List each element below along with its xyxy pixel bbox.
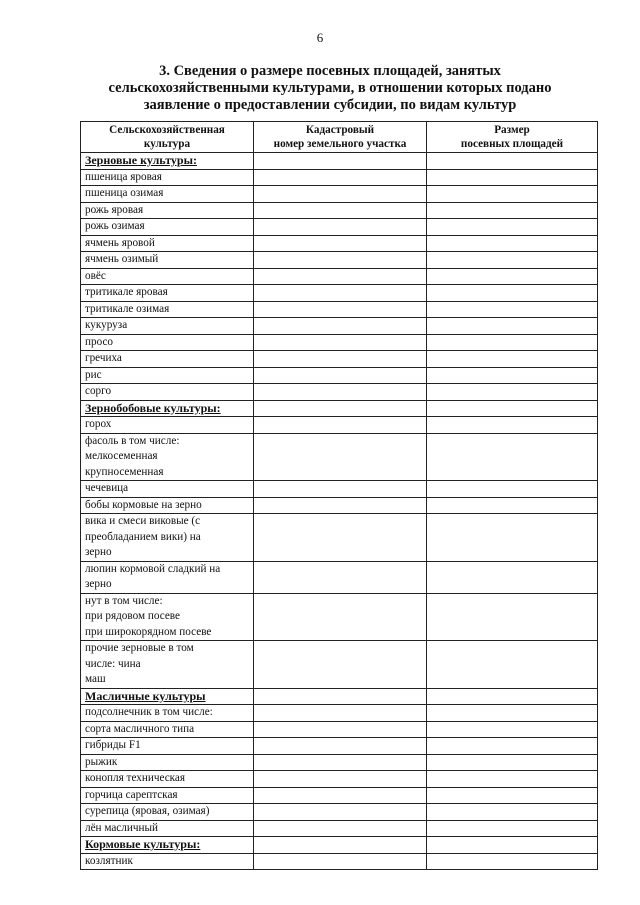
section-title-line: сельскохозяйственными культурами, в отношении которых подано	[108, 80, 552, 96]
crop-name-cell	[81, 705, 254, 722]
crop-name-line: крупносеменная	[85, 465, 164, 478]
crop-name-cell	[81, 641, 254, 689]
cadastral-number-cell	[254, 688, 427, 705]
group-row	[81, 688, 598, 705]
table-row	[81, 721, 598, 738]
table-row	[81, 738, 598, 755]
cadastral-number-cell	[254, 787, 427, 804]
cadastral-number-cell	[254, 252, 427, 269]
table-body	[81, 153, 598, 870]
cadastral-number-cell	[254, 202, 427, 219]
header-line: Размер	[494, 124, 530, 136]
table-row	[81, 433, 598, 481]
table-row	[81, 497, 598, 514]
header-cadastral-number	[254, 122, 427, 153]
crop-name-cell	[81, 754, 254, 771]
cadastral-number-cell	[254, 219, 427, 236]
cadastral-number-cell	[254, 433, 427, 481]
cadastral-number-cell	[254, 417, 427, 434]
table-row	[81, 384, 598, 401]
area-size-cell	[427, 738, 598, 755]
crop-name-line: горчица сарептская	[85, 788, 178, 801]
cadastral-number-cell	[254, 820, 427, 837]
header-line: культура	[143, 138, 191, 150]
cadastral-number-cell	[254, 235, 427, 252]
crop-name-cell	[81, 219, 254, 236]
crop-name-line: чечевица	[85, 482, 129, 494]
crop-name-line: зерно	[85, 578, 112, 590]
table-row	[81, 252, 598, 269]
crop-name-cell	[81, 268, 254, 285]
area-size-cell	[427, 285, 598, 302]
area-size-cell	[427, 202, 598, 219]
area-size-cell	[427, 433, 598, 481]
crop-name-line: горох	[85, 418, 112, 430]
area-size-cell	[427, 351, 598, 368]
crop-name-cell	[81, 561, 254, 593]
cadastral-number-cell	[254, 481, 427, 498]
cadastral-number-cell	[254, 593, 427, 641]
table-row	[81, 820, 598, 837]
area-size-cell	[427, 417, 598, 434]
header-line: номер земельного участка	[273, 138, 407, 150]
cadastral-number-cell	[254, 721, 427, 738]
header-crop	[81, 122, 254, 153]
crop-name-cell	[81, 334, 254, 351]
cadastral-number-cell	[254, 351, 427, 368]
crop-group-label	[81, 837, 254, 854]
table-row	[81, 169, 598, 186]
table-row	[81, 754, 598, 771]
table-row	[81, 334, 598, 351]
cadastral-number-cell	[254, 384, 427, 401]
header-line: посевных площадей	[460, 138, 564, 150]
crop-name-line: тритикале озимая	[85, 302, 170, 315]
page-number: 6	[316, 30, 324, 45]
crop-name-line: гречиха	[85, 352, 122, 364]
table-row	[81, 301, 598, 318]
cadastral-number-cell	[254, 754, 427, 771]
area-size-cell	[427, 820, 598, 837]
group-row	[81, 400, 598, 417]
crop-name-cell	[81, 169, 254, 186]
crop-name-cell	[81, 433, 254, 481]
crop-name-line: ячмень озимый	[85, 253, 159, 265]
crop-name-line: маш	[85, 673, 106, 685]
crop-areas-table	[80, 121, 598, 870]
table-row	[81, 853, 598, 870]
crop-name-line: рожь озимая	[85, 220, 145, 232]
crop-name-cell	[81, 514, 254, 562]
table-row	[81, 202, 598, 219]
crop-name-line: пшеница яровая	[85, 170, 162, 183]
table-row	[81, 641, 598, 689]
area-size-cell	[427, 153, 598, 170]
header-line: Кадастровый	[305, 124, 375, 136]
crop-name-cell	[81, 252, 254, 269]
cadastral-number-cell	[254, 705, 427, 722]
area-size-cell	[427, 705, 598, 722]
cadastral-number-cell	[254, 367, 427, 384]
table-row	[81, 351, 598, 368]
table-row	[81, 804, 598, 821]
crop-name-cell	[81, 318, 254, 335]
header-area-size	[427, 122, 598, 153]
area-size-cell	[427, 804, 598, 821]
area-size-cell	[427, 787, 598, 804]
cadastral-number-cell	[254, 804, 427, 821]
crop-name-cell	[81, 787, 254, 804]
crop-name-line: при рядовом посеве	[85, 610, 180, 622]
table-row	[81, 235, 598, 252]
group-row	[81, 837, 598, 854]
area-size-cell	[427, 318, 598, 335]
crop-name-line: сурепица (яровая, озимая)	[85, 805, 210, 817]
area-size-cell	[427, 771, 598, 788]
section-title-line: заявление о предоставлении субсидии, по видам культур	[143, 97, 517, 113]
crop-name-line: зерно	[85, 546, 112, 558]
cadastral-number-cell	[254, 318, 427, 335]
cadastral-number-cell	[254, 853, 427, 870]
crop-name-cell	[81, 285, 254, 302]
cadastral-number-cell	[254, 268, 427, 285]
crop-name-line: овёс	[85, 269, 106, 282]
cadastral-number-cell	[254, 641, 427, 689]
crop-name-line: кукуруза	[85, 319, 128, 331]
area-size-cell	[427, 384, 598, 401]
crop-name-cell	[81, 367, 254, 384]
crop-name-cell	[81, 738, 254, 755]
cadastral-number-cell	[254, 334, 427, 351]
crop-name-line: просо	[85, 335, 114, 348]
area-size-cell	[427, 754, 598, 771]
crop-name-cell	[81, 593, 254, 641]
area-size-cell	[427, 641, 598, 689]
area-size-cell	[427, 593, 598, 641]
area-size-cell	[427, 688, 598, 705]
crop-name-line: козлятник	[85, 854, 133, 867]
cadastral-number-cell	[254, 561, 427, 593]
crop-name-line: гибриды F1	[85, 739, 141, 751]
crop-name-line: подсолнечник в том числе:	[85, 706, 213, 718]
table-row	[81, 771, 598, 788]
crop-name-cell	[81, 417, 254, 434]
crop-name-cell	[81, 721, 254, 738]
area-size-cell	[427, 514, 598, 562]
header-line: Сельскохозяйственная	[109, 124, 225, 136]
crop-name-cell	[81, 497, 254, 514]
crop-group-text: Кормовые культуры:	[85, 837, 201, 851]
area-size-cell	[427, 301, 598, 318]
area-size-cell	[427, 367, 598, 384]
crop-name-line: при широкорядном посеве	[85, 625, 212, 638]
area-size-cell	[427, 561, 598, 593]
crop-group-text: Масличные культуры	[85, 688, 206, 703]
table-row	[81, 285, 598, 302]
table-row	[81, 367, 598, 384]
crop-name-cell	[81, 186, 254, 203]
area-size-cell	[427, 481, 598, 498]
cadastral-number-cell	[254, 285, 427, 302]
area-size-cell	[427, 853, 598, 870]
crop-name-cell	[81, 351, 254, 368]
crop-name-cell	[81, 771, 254, 788]
cadastral-number-cell	[254, 301, 427, 318]
table-row	[81, 705, 598, 722]
crop-name-line: бобы кормовые на зерно	[85, 498, 202, 511]
cadastral-number-cell	[254, 186, 427, 203]
group-row	[81, 153, 598, 170]
area-size-cell	[427, 235, 598, 252]
crop-name-line: нут в том числе:	[85, 594, 163, 607]
crop-name-line: фасоль в том числе:	[85, 434, 180, 447]
cadastral-number-cell	[254, 153, 427, 170]
crop-name-cell	[81, 301, 254, 318]
crop-name-cell	[81, 853, 254, 870]
area-size-cell	[427, 400, 598, 417]
crop-group-text: Зернобобовые культуры:	[85, 400, 221, 415]
table-row	[81, 417, 598, 434]
table-row	[81, 787, 598, 804]
crop-name-cell	[81, 202, 254, 219]
area-size-cell	[427, 497, 598, 514]
table-row	[81, 318, 598, 335]
table-row	[81, 593, 598, 641]
section-title-line: 3. Сведения о размере посевных площадей, занятых	[159, 63, 501, 79]
crop-name-cell	[81, 804, 254, 821]
table-row	[81, 219, 598, 236]
area-size-cell	[427, 721, 598, 738]
crop-name-line: прочие зерновые в том	[85, 642, 194, 654]
area-size-cell	[427, 268, 598, 285]
area-size-cell	[427, 219, 598, 236]
cadastral-number-cell	[254, 169, 427, 186]
cadastral-number-cell	[254, 400, 427, 417]
table-row	[81, 186, 598, 203]
cadastral-number-cell	[254, 738, 427, 755]
crop-name-line: конопля техническая	[85, 772, 186, 784]
crop-group-label	[81, 400, 254, 417]
crop-name-line: мелкосеменная	[85, 450, 158, 462]
crop-name-line: люпин кормовой сладкий на	[85, 562, 221, 575]
area-size-cell	[427, 169, 598, 186]
cadastral-number-cell	[254, 771, 427, 788]
crop-name-line: сорта масличного типа	[85, 722, 195, 735]
crop-name-line: преобладанием вики) на	[85, 530, 201, 543]
crop-name-line: пшеница озимая	[85, 187, 164, 199]
cadastral-number-cell	[254, 514, 427, 562]
table-row	[81, 514, 598, 562]
table-header-row	[81, 122, 598, 153]
crop-name-cell	[81, 235, 254, 252]
table-row	[81, 268, 598, 285]
crop-name-line: рис	[85, 368, 102, 381]
crop-name-line: рыжик	[85, 755, 118, 768]
crop-name-line: ячмень яровой	[85, 236, 155, 249]
crop-name-line: тритикале яровая	[85, 286, 168, 298]
area-size-cell	[427, 837, 598, 854]
crop-name-line: сорго	[85, 385, 112, 397]
area-size-cell	[427, 334, 598, 351]
crop-name-cell	[81, 820, 254, 837]
crop-group-label	[81, 688, 254, 705]
crop-name-line: числе: чина	[85, 657, 141, 670]
crop-name-line: лён масличный	[85, 821, 158, 834]
cadastral-number-cell	[254, 837, 427, 854]
table-row	[81, 481, 598, 498]
crop-name-line: рожь яровая	[85, 203, 144, 216]
section-title	[80, 63, 580, 114]
crop-name-line: вика и смеси виковые (с	[85, 515, 201, 527]
area-size-cell	[427, 186, 598, 203]
crop-group-label	[81, 153, 254, 170]
cadastral-number-cell	[254, 497, 427, 514]
crop-group-text: Зерновые культуры:	[85, 153, 197, 167]
crop-name-cell	[81, 481, 254, 498]
crop-name-cell	[81, 384, 254, 401]
area-size-cell	[427, 252, 598, 269]
table-row	[81, 561, 598, 593]
